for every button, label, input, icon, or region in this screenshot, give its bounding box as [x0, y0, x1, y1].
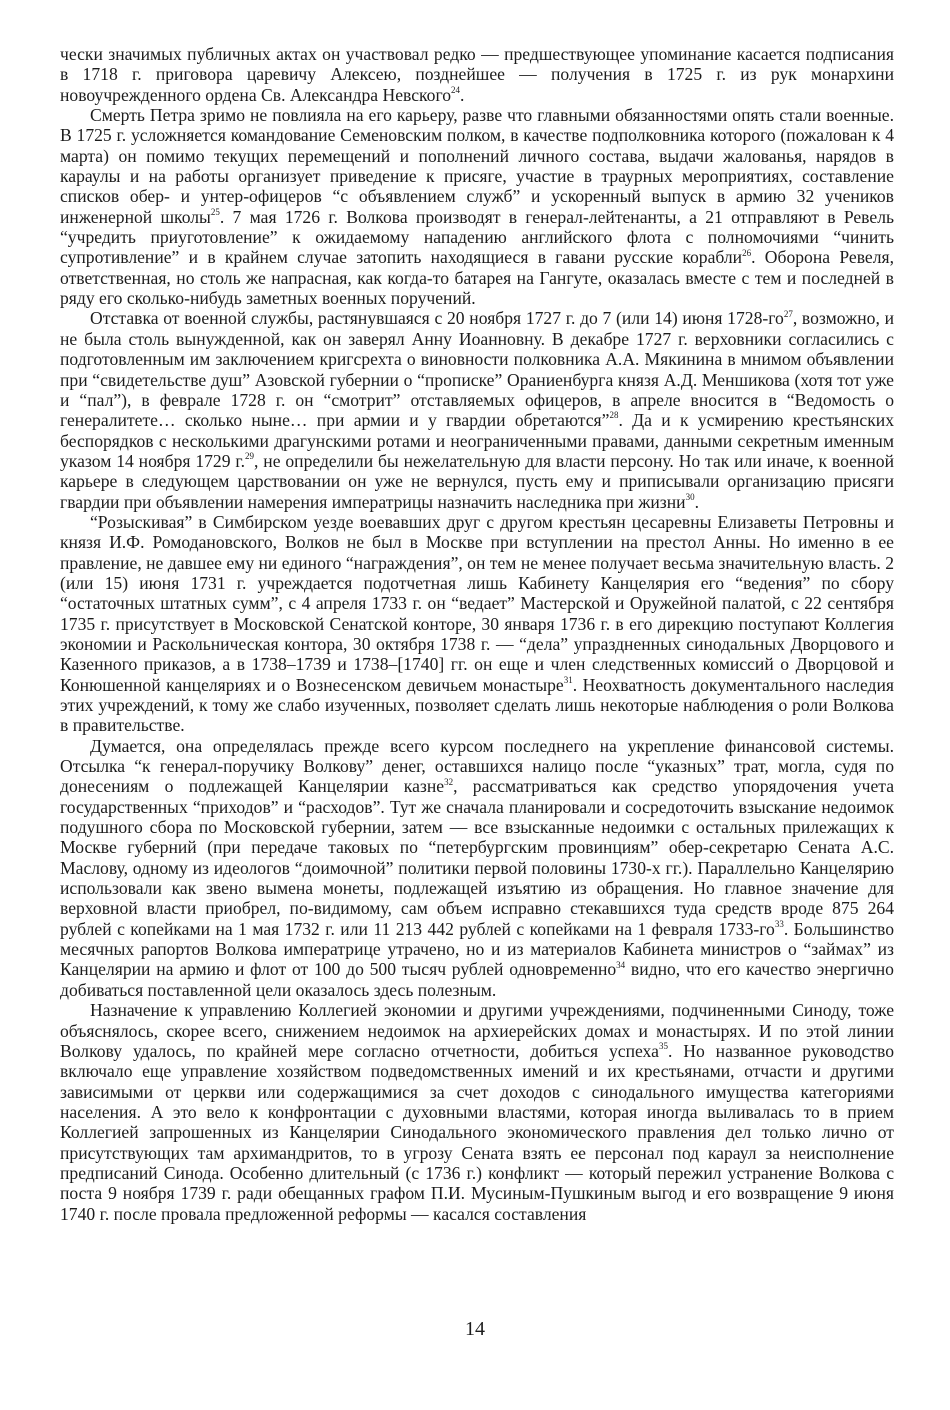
- text-run: . Оборона Ревеля, ответственная, но столь же напрасная, как когда-то батарея на Гангуте, оказалась вместе с тем и последней в ряду его сколько-нибудь заметных военных поручений.: [60, 247, 894, 309]
- footnote-ref: 35: [658, 1040, 668, 1051]
- footnote-ref: 34: [616, 959, 626, 970]
- text-run: . Большинство месячных рапортов Волкова императрице утрачено, но и из материалов Кабинета министров о “займах” из Канцелярии на армию и флот от 100 до 500 тысяч рублей одновременно: [60, 918, 894, 980]
- text-run: , рассматриваться как средство упорядочения учета государственных “приходов” и “расходов”. Тут же сначала планировали и сосредоточить взыскание недоимок подушного сбора по Московской губернии, затем — все взысканные недоимки с остальных прилежащих к Москве губерний (при передаче таковых по “петербургским провинциям” обер-секретарю Сената А.С. Маслову, одному из идеологов “доимочной” политики первой половины 1730-х гг.). Параллельно Канцелярию использовали как звено вымена монеты, подлежащей изъятию из обращения. Но главное значение для верховной власти приобрел, по-видимому, сам объем исправно стекавшихся туда средств вроде 875 264 рублей с копейками на 1 мая 1732 г. или 11 213 442 рублей с копейками на 1 февраля 1733-го: [60, 776, 895, 939]
- footnote-ref: 25: [210, 206, 220, 217]
- text-run: Отставка от военной службы, растянувшаяся с 20 ноября 1727 г. до 7 (или 14) июня 1728-го: [90, 308, 784, 329]
- footnote-ref: 28: [609, 410, 619, 421]
- footnote-ref: 33: [774, 918, 784, 929]
- text-run: . 7 мая 1726 г. Волкова производят в генерал-лейтенанты, а 21 отправляют в Ревель “учредить приуготовление” к ожидаемому нападению английского флота с полномочиями “чинить супротивление” и в крайнем случае затопить находящиеся в гавани русские корабли: [60, 206, 894, 268]
- paragraph: [60, 44, 894, 105]
- footnote-ref: 27: [783, 308, 793, 319]
- paragraph: [60, 1000, 894, 1224]
- paragraph: [60, 512, 894, 736]
- text-run: , возможно, и не была столь вынужденной, как он заверял Анну Иоанновну. В декабре 1727 г. верховники согласились с подготовленным им заключением кригсрехта о виновности полковника А.А. Мякинина в мнимом объявлении при “свидетельстве душ” Азовской губернии о “прописке” Ораниенбурга князя А.Д. Меншикова (хотя тот уже и “пал”), в феврале 1728 г. он “смотрит” отставляемых офицеров, в апреле вносится в “Ведомость о генералитете… сколько ныне… при армии и у гвардии обретаются”: [60, 308, 894, 431]
- text-run: видно, что его качество энергично добиваться поставленной цели оказалось здесь полезным.: [60, 959, 894, 1000]
- text-run: . Неохватность документального наследия этих учреждений, к тому же слабо изученных, позволяет сделать лишь некоторые наблюдения о роли Волкова в правительстве.: [60, 674, 894, 736]
- text-run: чески значимых публичных актах он участвовал редко — предшествующее упоминание касается подписания в 1718 г. приговора царевичу Алексею, позднейшее — получения в 1725 г. из рук монархини новоучрежденного ордена Св. Александра Невского: [60, 44, 894, 105]
- text-run: Думается, она определялась прежде всего курсом последнего на укрепление финансовой системы. Отсылка “к генерал-поручику Волкову” денег, оставшихся налицо после “указных” трат, могла, судя по донесениям о подлежащей Канцелярии казне: [60, 735, 894, 797]
- text-run: Назначение к управлению Коллегией экономии и другими учреждениями, подчиненными Синоду, тоже объяснялось, скорее всего, снижением недоимок на архиерейских домах и монастырях. И по этой линии Волкову удалось, по крайней мере согласно отчетности, добиться успеха: [60, 1000, 894, 1061]
- body-text: [60, 44, 894, 1224]
- text-run: , не определили бы нежелательную для власти персону. Но так или иначе, к военной карьере в следующем царствовании он уже не вернулся, пусть ему и приписывали организацию присяги гвардии при объявлении намерения императрицы назначить наследника при жизни: [60, 450, 894, 512]
- footnote-ref: 24: [451, 84, 461, 95]
- page-number: 14: [465, 1318, 485, 1340]
- text-run: . Но названное руководство включало еще управление хозяйством подведомственных имений и их крестьянами, отчасти и другими зависимыми от церкви или содержащимися за счет доходов с синодального имущества категориями населения. А это вело к конфронтации с духовными властями, которая иногда выливалась то в прием Коллегией запрошенных из Канцелярии Синодального экономического правления дел только лично от присутствующих там архимандритов, то в угрозу Сената взять ее персонал под караул за неисполнение предписаний Синода. Особенно длительный (с 1736 г.) конфликт — который пережил устранение Волкова с поста 9 ноября 1739 г. ради обещанных графом П.И. Мусиным-Пушкиным выгод и его возвращение 9 июня 1740 г. после провала предложенной реформы — касался составления: [60, 1040, 894, 1224]
- text-run: .: [694, 491, 699, 512]
- footnote-ref: 31: [563, 674, 573, 685]
- text-run: .: [460, 84, 465, 105]
- text-run: Смерть Петра зримо не повлияла на его карьеру, разве что главными обязанностями опять стали военные. В 1725 г. усложняется командование Семеновским полком, в качестве подполковника которого (пожалован к 4 марта) он помимо текущих перемещений и пополнений личного состава, выдачи жалованья, нарядов в караулы и на работы организует приведение к присяге, участие в траурных мероприятиях, составление списков обер- и унтер-офицеров “с объявлением служб” и ускоренный выпуск в армию 32 учеников инженерной школы: [60, 105, 894, 227]
- text-run: “Розыскивая” в Симбирском уезде воевавших друг с другом крестьян цесаревны Елизаветы Петровны и князя И.Ф. Ромодановского, Волков не был в Москве при вступлении на престол Анны. Но именно в ее правление, не давшее ему ни единого “награждения”, он тем не менее получает весьма значительную власть. 2 (или 15) июня 1731 г. учреждается подотчетная лишь Кабинету Канцелярия его “ведения” по сбору “остаточных штатных сумм”, с 4 апреля 1733 г. он “ведает” Мастерской и Оружейной палатой, с 22 сентября 1735 г. присутствует в Московской Сенатской конторе, 30 января 1736 г. в его дирекцию поступают Коллегия экономии и Раскольническая контора, 30 октября 1738 г. — “дела” упраздненных синодальных Дворцового и Казенного приказов, а в 1738–1739 и 1738–[1740] гг. он еще и член следственных комиссий о Дворцовой и Конюшенной канцеляриях и о Вознесенском девичьем монастыре: [60, 511, 894, 695]
- paragraph: [60, 105, 894, 308]
- footnote-ref: 32: [444, 776, 454, 787]
- text-run: . Да и к усмирению крестьянских беспорядков с несколькими драгунскими ротами и неограниченными правами, данными секретным именным указом 14 ноября 1729 г.: [60, 410, 894, 471]
- footnote-ref: 29: [245, 451, 255, 462]
- footnote-ref: 30: [685, 491, 695, 502]
- paragraph: [60, 736, 894, 1000]
- paragraph: [60, 308, 894, 511]
- footnote-ref: 26: [742, 247, 752, 258]
